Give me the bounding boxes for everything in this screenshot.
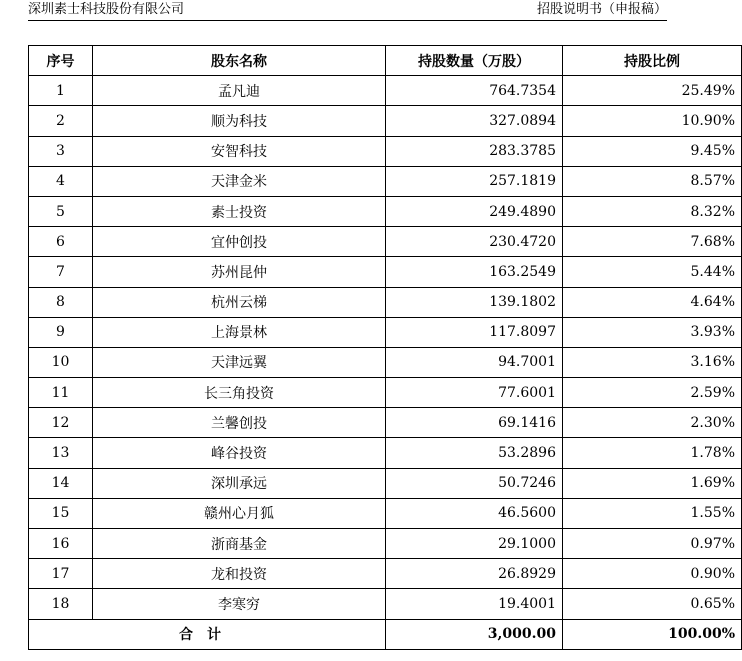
share-percentage: 7.68% [563,227,742,257]
table-row [29,76,742,106]
share-percentage: 8.57% [563,166,742,196]
table-row [29,257,742,287]
shareholder-name: 龙和投资 [93,559,386,589]
table-row [29,317,742,347]
row-number: 17 [29,559,93,589]
share-percentage: 1.55% [563,498,742,528]
share-percentage: 8.32% [563,196,742,226]
table-total-row [29,619,742,649]
share-percentage: 5.44% [563,257,742,287]
share-quantity: 26.8929 [386,559,563,589]
shareholder-name: 兰馨创投 [93,408,386,438]
shareholder-name: 宜仲创投 [93,227,386,257]
shareholder-name: 素士投资 [93,196,386,226]
shareholder-name: 天津金米 [93,166,386,196]
share-percentage: 2.30% [563,408,742,438]
share-percentage: 2.59% [563,378,742,408]
shareholder-name: 苏州昆仲 [93,257,386,287]
page-header [28,0,667,21]
row-number: 7 [29,257,93,287]
share-quantity: 50.7246 [386,468,563,498]
row-number: 9 [29,317,93,347]
share-quantity: 283.3785 [386,136,563,166]
share-percentage: 0.90% [563,559,742,589]
share-percentage: 3.93% [563,317,742,347]
share-percentage: 0.65% [563,589,742,619]
share-quantity: 764.7354 [386,76,563,106]
share-percentage: 0.97% [563,529,742,559]
table-header-row [29,46,742,76]
table-row [29,408,742,438]
row-number: 11 [29,378,93,408]
total-quantity: 3,000.00 [386,619,563,649]
row-number: 18 [29,589,93,619]
share-quantity: 230.4720 [386,227,563,257]
shareholder-table [28,45,742,650]
shareholder-name: 深圳承远 [93,468,386,498]
row-number: 16 [29,529,93,559]
shareholder-name: 李寒穷 [93,589,386,619]
row-number: 2 [29,106,93,136]
share-percentage: 3.16% [563,347,742,377]
total-percentage: 100.00% [563,619,742,649]
shareholder-name: 浙商基金 [93,529,386,559]
share-quantity: 117.8097 [386,317,563,347]
column-header-quantity: 持股数量（万股） [386,46,563,76]
share-quantity: 139.1802 [386,287,563,317]
shareholder-name: 安智科技 [93,136,386,166]
shareholder-name: 杭州云梯 [93,287,386,317]
shareholder-name: 孟凡迪 [93,76,386,106]
table-row [29,529,742,559]
row-number: 8 [29,287,93,317]
table-row [29,287,742,317]
table-row [29,196,742,226]
row-number: 10 [29,347,93,377]
share-quantity: 69.1416 [386,408,563,438]
share-percentage: 1.69% [563,468,742,498]
share-percentage: 4.64% [563,287,742,317]
column-header-no: 序号 [29,46,93,76]
table-row [29,468,742,498]
share-quantity: 46.5600 [386,498,563,528]
table-row [29,589,742,619]
row-number: 1 [29,76,93,106]
share-percentage: 9.45% [563,136,742,166]
table-row [29,438,742,468]
column-header-name: 股东名称 [93,46,386,76]
table-row [29,136,742,166]
share-quantity: 19.4001 [386,589,563,619]
shareholder-name: 上海景林 [93,317,386,347]
shareholder-name: 峰谷投资 [93,438,386,468]
share-quantity: 94.7001 [386,347,563,377]
row-number: 4 [29,166,93,196]
table-row [29,559,742,589]
share-quantity: 163.2549 [386,257,563,287]
shareholder-name: 顺为科技 [93,106,386,136]
share-quantity: 29.1000 [386,529,563,559]
table-row [29,347,742,377]
table-row [29,106,742,136]
share-percentage: 10.90% [563,106,742,136]
table-row [29,498,742,528]
share-quantity: 249.4890 [386,196,563,226]
shareholder-name: 长三角投资 [93,378,386,408]
row-number: 5 [29,196,93,226]
table-row [29,378,742,408]
share-quantity: 77.6001 [386,378,563,408]
row-number: 12 [29,408,93,438]
share-quantity: 53.2896 [386,438,563,468]
row-number: 3 [29,136,93,166]
share-percentage: 25.49% [563,76,742,106]
shareholder-name: 赣州心月狐 [93,498,386,528]
row-number: 15 [29,498,93,528]
table-row [29,166,742,196]
table-row [29,227,742,257]
row-number: 6 [29,227,93,257]
shareholder-name: 天津远翼 [93,347,386,377]
total-label: 合计 [29,619,386,649]
column-header-percentage: 持股比例 [563,46,742,76]
share-quantity: 327.0894 [386,106,563,136]
share-quantity: 257.1819 [386,166,563,196]
row-number: 14 [29,468,93,498]
share-percentage: 1.78% [563,438,742,468]
company-name: 深圳素士科技股份有限公司 [28,2,185,17]
row-number: 13 [29,438,93,468]
document-title: 招股说明书（申报稿） [536,2,667,17]
